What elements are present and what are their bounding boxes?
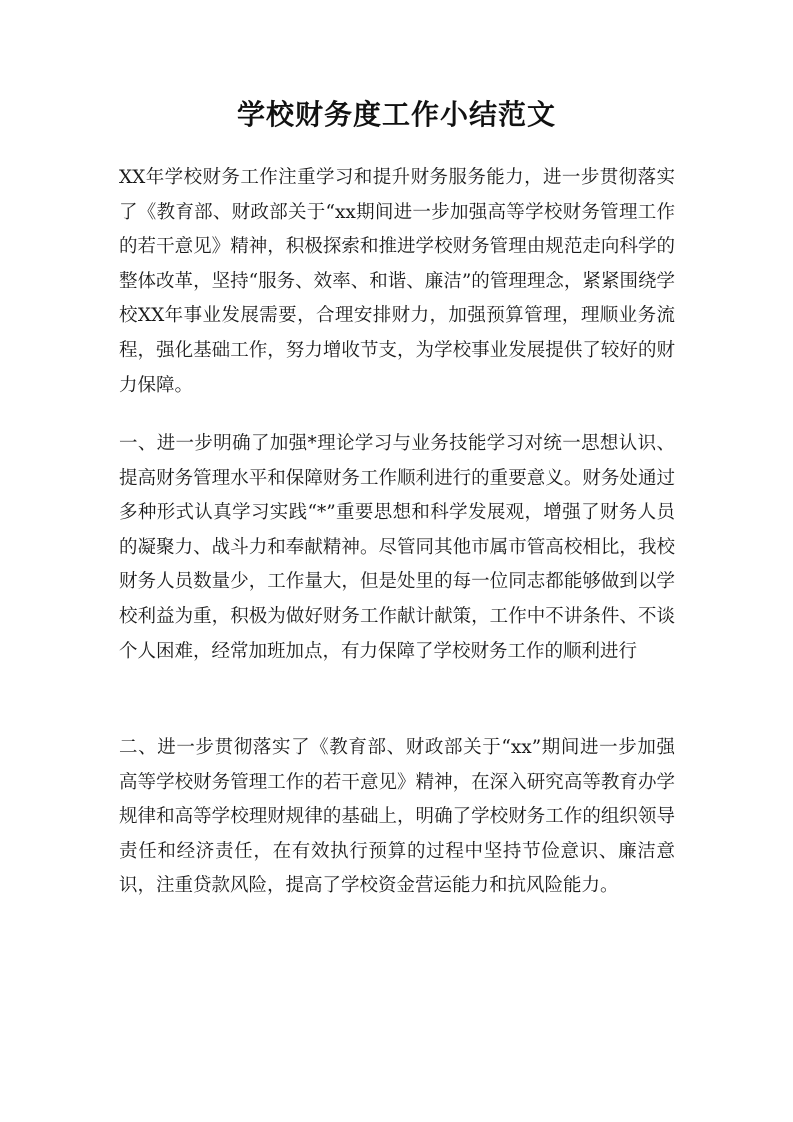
paragraph-section-1: 一、进一步明确了加强*理论学习与业务技能学习对统一思想认识、提高财务管理水平和保障财务工作顺利进行的重要意义。财务处通过多种形式认真学习实践“*”重要思想和科学发展观，增强了财务人员的凝聚力、战斗力和奉献精神。尽管同其他市属市管高校相比，我校财务人员数量少，工作量大，但是处里的每一位同志都能够做到以学校利益为重，积极为做好财务工作献计献策，工作中不讲条件、不谈个人困难，经常加班加点，有力保障了学校财务工作的顺利进行 [119,433,675,662]
paragraph-intro: XX年学校财务工作注重学习和提升财务服务能力，进一步贯彻落实了《教育部、财政部关于“xx期间进一步加强高等学校财务管理工作的若干意见》精神，积极探索和推进学校财务管理由规范走向科学的整体改革，坚持“服务、效率、和谐、廉洁”的管理理念，紧紧围绕学校XX年事业发展需要，合理安排财力，加强预算管理，理顺业务流程，强化基础工作，努力增收节支，为学校事业发展提供了较好的财力保障。 [119,167,675,396]
paragraph-section-2: 二、进一步贯彻落实了《教育部、财政部关于“xx”期间进一步加强高等学校财务管理工作的若干意见》精神，在深入研究高等教育办学规律和高等学校理财规律的基础上，明确了学校财务工作的组织领导责任和经济责任，在有效执行预算的过程中坚持节俭意识、廉洁意识，注重贷款风险，提高了学校资金营运能力和抗风险能力。 [119,737,675,897]
page-title: 学校财务度工作小结范文 [236,98,556,131]
